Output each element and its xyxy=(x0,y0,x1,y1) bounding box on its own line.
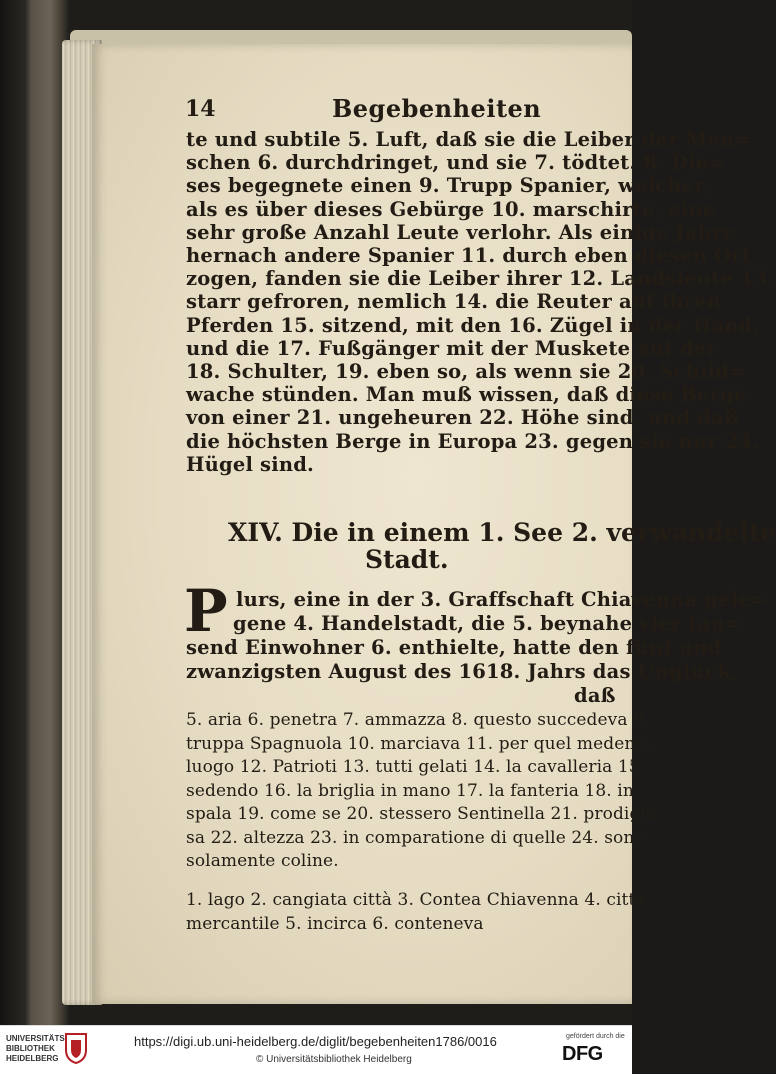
paragraph-line: lurs, eine in der 3. Graffschaft Chiavenna gele= xyxy=(236,588,768,611)
body-line: hernach andere Spanier 11. durch eben diesen Ort xyxy=(186,244,751,267)
body-line: starr gefroren, nemlich 14. die Reuter auf ihren xyxy=(186,290,722,314)
gloss-line: sa 22. altezza 23. in comparatione di quelle 24. sono xyxy=(186,827,645,848)
permalink-url[interactable]: https://digi.ub.uni-heidelberg.de/diglit/begebenheiten1786/0016 xyxy=(134,1034,497,1049)
body-line: sehr große Anzahl Leute verlohr. Als einige Jahre xyxy=(186,220,736,244)
chapter-title-line-2: Stadt. xyxy=(365,545,449,574)
copyright-notice: © Universitätsbibliothek Heidelberg xyxy=(256,1054,412,1065)
body-line: Hügel sind. xyxy=(186,452,315,476)
paragraph-line: send Einwohner 6. enthielte, hatte den fünf und xyxy=(186,636,722,659)
gloss-line: solamente coline. xyxy=(186,851,339,871)
gloss-line: truppa Spagnuola 10. marciava 11. per quel medemo xyxy=(186,733,651,754)
funder-note: gefördert durch die xyxy=(566,1033,625,1040)
gloss-line: spala 19. come se 20. stessero Sentinella 21. prodigio- xyxy=(186,804,663,824)
body-line: zogen, fanden sie die Leiber ihrer 12. Landsleute 13. xyxy=(186,267,775,291)
gloss-line: sedendo 16. la briglia in mano 17. la fanteria 18. in xyxy=(186,780,634,801)
paragraph-line: daß xyxy=(574,684,616,707)
page-number: 14 xyxy=(185,96,216,122)
body-line: die höchsten Berge in Europa 23. gegen sie nur 24. xyxy=(186,429,760,453)
body-line: ses begegnete einen 9. Trupp Spanier, welcher, xyxy=(186,174,711,198)
chapter-title-line-1: XIV. Die in einem 1. See 2. verwandelte xyxy=(228,518,776,547)
body-line: schen 6. durchdringet, und sie 7. tödtet. 8. Die= xyxy=(186,151,725,175)
body-line: 18. Schulter, 19. eben so, als wenn sie 20. Schild= xyxy=(186,360,746,383)
gloss-line: mercantile 5. incirca 6. conteneva xyxy=(186,913,484,934)
body-line: und die 17. Fußgänger mit der Muskete auf der xyxy=(186,336,717,360)
dfg-logo[interactable]: DFG xyxy=(562,1043,603,1065)
gloss-line: luogo 12. Patrioti 13. tutti gelati 14. la cavalleria 15. xyxy=(186,757,646,777)
university-logo-text[interactable]: UNIVERSITÄTS- BIBLIOTHEK HEIDELBERG xyxy=(6,1034,68,1063)
gloss-line: 5. aria 6. penetra 7. ammazza 8. questo succedeva 9. xyxy=(186,710,650,730)
body-line: Pferden 15. sitzend, mit den 16. Zügel in der Hand, xyxy=(186,313,760,337)
body-line: von einer 21. ungeheuren 22. Höhe sind, und daß xyxy=(186,406,739,430)
viewer-footer xyxy=(0,1025,632,1074)
university-emblem-icon xyxy=(62,1032,90,1064)
body-line: als es über dieses Gebürge 10. marschirte, eine xyxy=(186,197,716,221)
body-line: te und subtile 5. Luft, daß sie die Leiber der Men= xyxy=(186,128,751,151)
paragraph-line: gene 4. Handelstadt, die 5. beynahe vier tau= xyxy=(233,612,742,635)
body-line: wache stünden. Man muß wissen, daß diese Berge xyxy=(186,383,747,407)
paragraph-line: zwanzigsten August des 1618. Jahrs das Unglück, xyxy=(186,660,738,683)
running-head: Begebenheiten xyxy=(332,94,542,123)
gloss-line: 1. lago 2. cangiata città 3. Contea Chiavenna 4. città xyxy=(186,890,646,910)
drop-cap: P xyxy=(184,577,228,645)
